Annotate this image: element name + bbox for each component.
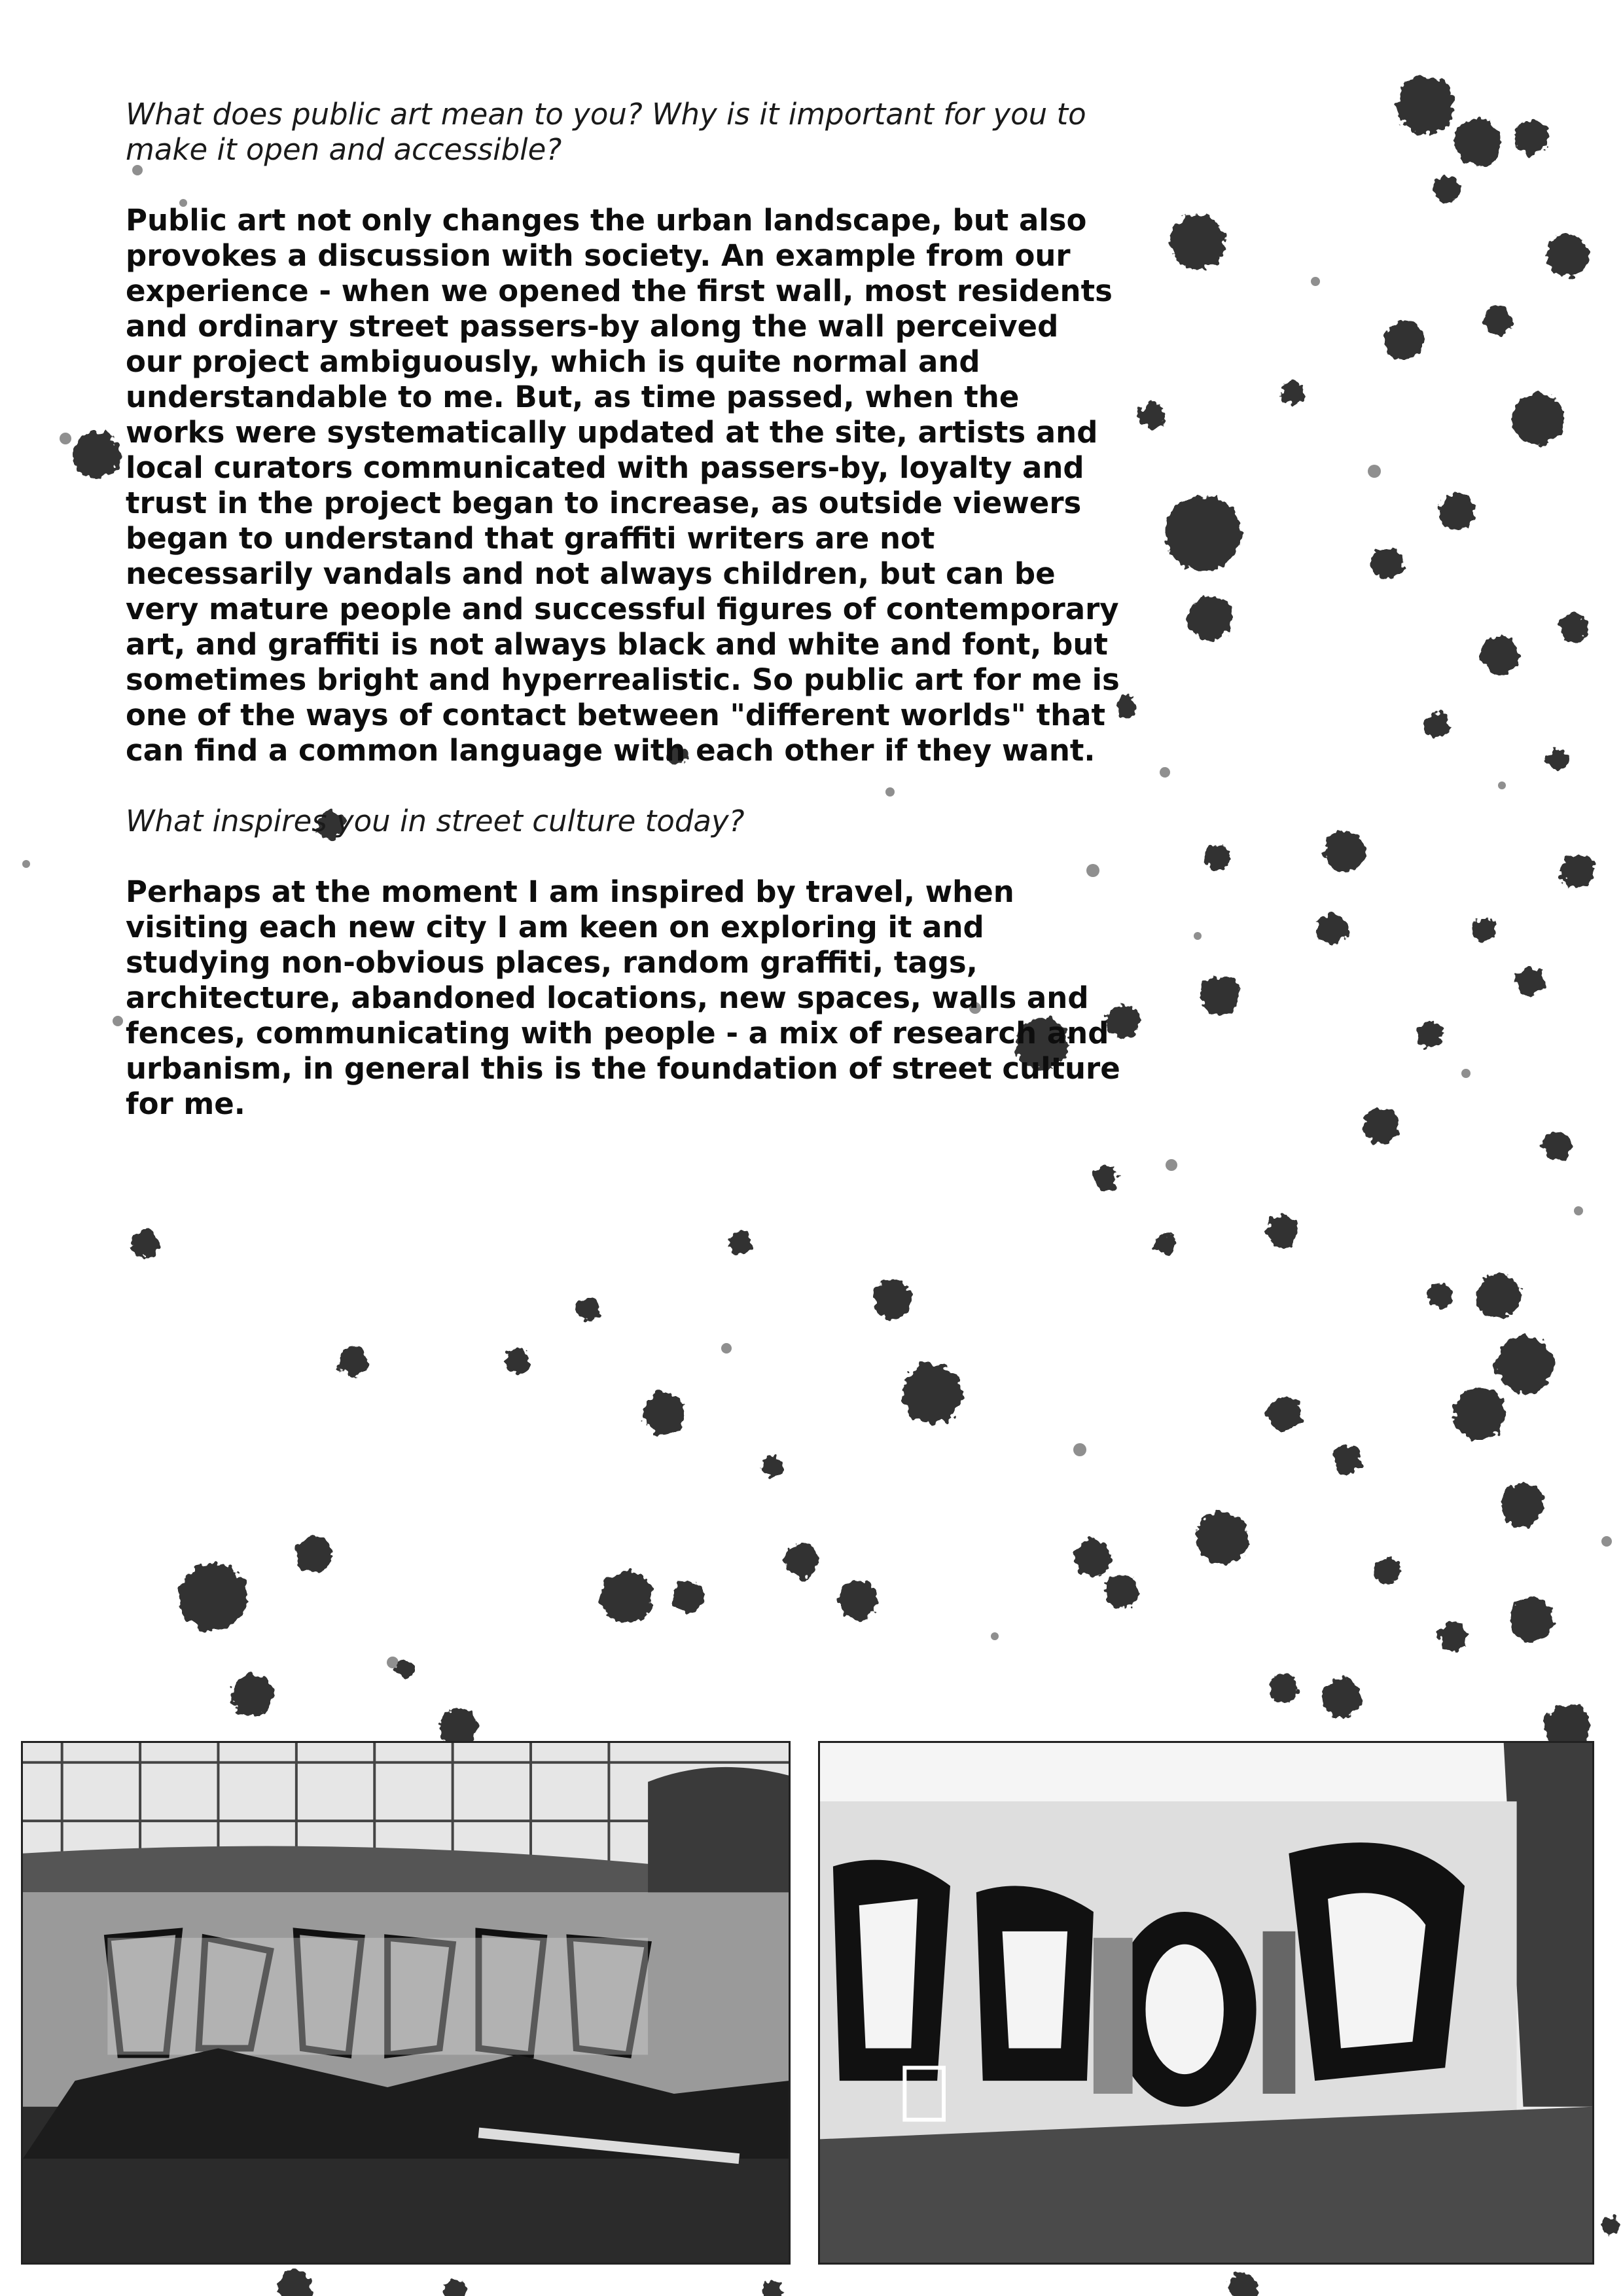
interview-section-public-art: [126, 97, 1120, 768]
interview-section-inspiration: [126, 804, 1120, 1122]
answer-public-art: Public art not only changes the urban landscape, but also provokes a discussion with society. An example from our experience - when we opened the first wall, most residents and ordinary street passers-by along the wall perceived our project ambiguously, which is quite normal and understandable to me. But, as time passed, when the works were systematically updated at the site, artists and local curators communicated with passers-by, loyalty and trust in the project began to increase, as outside viewers began to understand that graffiti writers are not necessarily vandals and not always children, but can be very mature people and successful figures of contemporary art, and graffiti is not always black and white and font, but sometimes bright and hyperrealistic. So public art for me is one of the ways of contact between "different worlds" that can find a common language with each other if they want.: [126, 203, 1120, 768]
question-inspiration: What inspires you in street culture today?: [126, 804, 745, 838]
graffiti-wall-photo-right: [818, 1741, 1594, 2265]
question-public-art: What does public art mean to you? Why is it important for you to make it open and accessible?: [126, 97, 1086, 167]
answer-inspiration: Perhaps at the moment I am inspired by travel, when visiting each new city I am keen on exploring it and studying non-obvious places, random graffiti, tags, architecture, abandoned locations, new spaces, walls and fences, communicating with people - a mix of research and urbanism, in general this is the foundation of street culture for me.: [126, 874, 1120, 1121]
interview-article: [126, 97, 1120, 1157]
graffiti-wall-photo-left: [21, 1741, 791, 2265]
